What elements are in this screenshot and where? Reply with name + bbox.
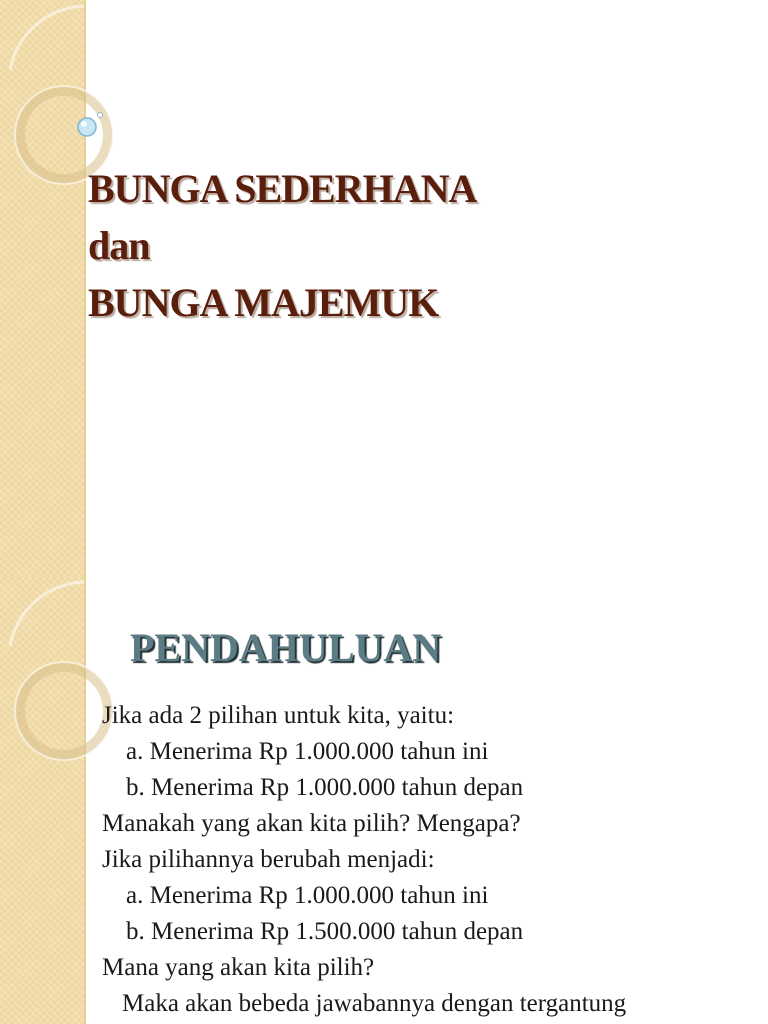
option-line: b. Menerima Rp 1.500.000 tahun depan: [126, 918, 524, 945]
title-line-2: dan: [88, 223, 150, 268]
option-line: b. Menerima Rp 1.000.000 tahun depan: [126, 774, 524, 801]
section-heading: PENDAHULUAN: [130, 625, 442, 670]
small-bubble-icon: [98, 113, 103, 118]
body-text: [102, 698, 742, 1022]
title-line-1: BUNGA SEDERHANA: [88, 166, 477, 211]
slide-2: [0, 576, 768, 1024]
title-line-3: BUNGA MAJEMUK: [88, 280, 439, 325]
text-line: Manakah yang akan kita pilih? Mengapa?: [102, 810, 521, 837]
slide-title: [88, 160, 476, 331]
option-line: a. Menerima Rp 1.000.000 tahun ini: [126, 738, 489, 765]
bubble-icon: [78, 118, 96, 136]
text-line: Mana yang akan kita pilih?: [102, 954, 375, 981]
ring-icon: [20, 667, 108, 755]
text-line: Maka akan bebeda jawabannya dengan tergantung: [122, 990, 627, 1017]
option-line: a. Menerima Rp 1.000.000 tahun ini: [126, 882, 489, 909]
text-line: Jika ada 2 pilihan untuk kita, yaitu:: [102, 702, 455, 729]
text-line: Jika pilihannya berubah menjadi:: [102, 846, 435, 873]
